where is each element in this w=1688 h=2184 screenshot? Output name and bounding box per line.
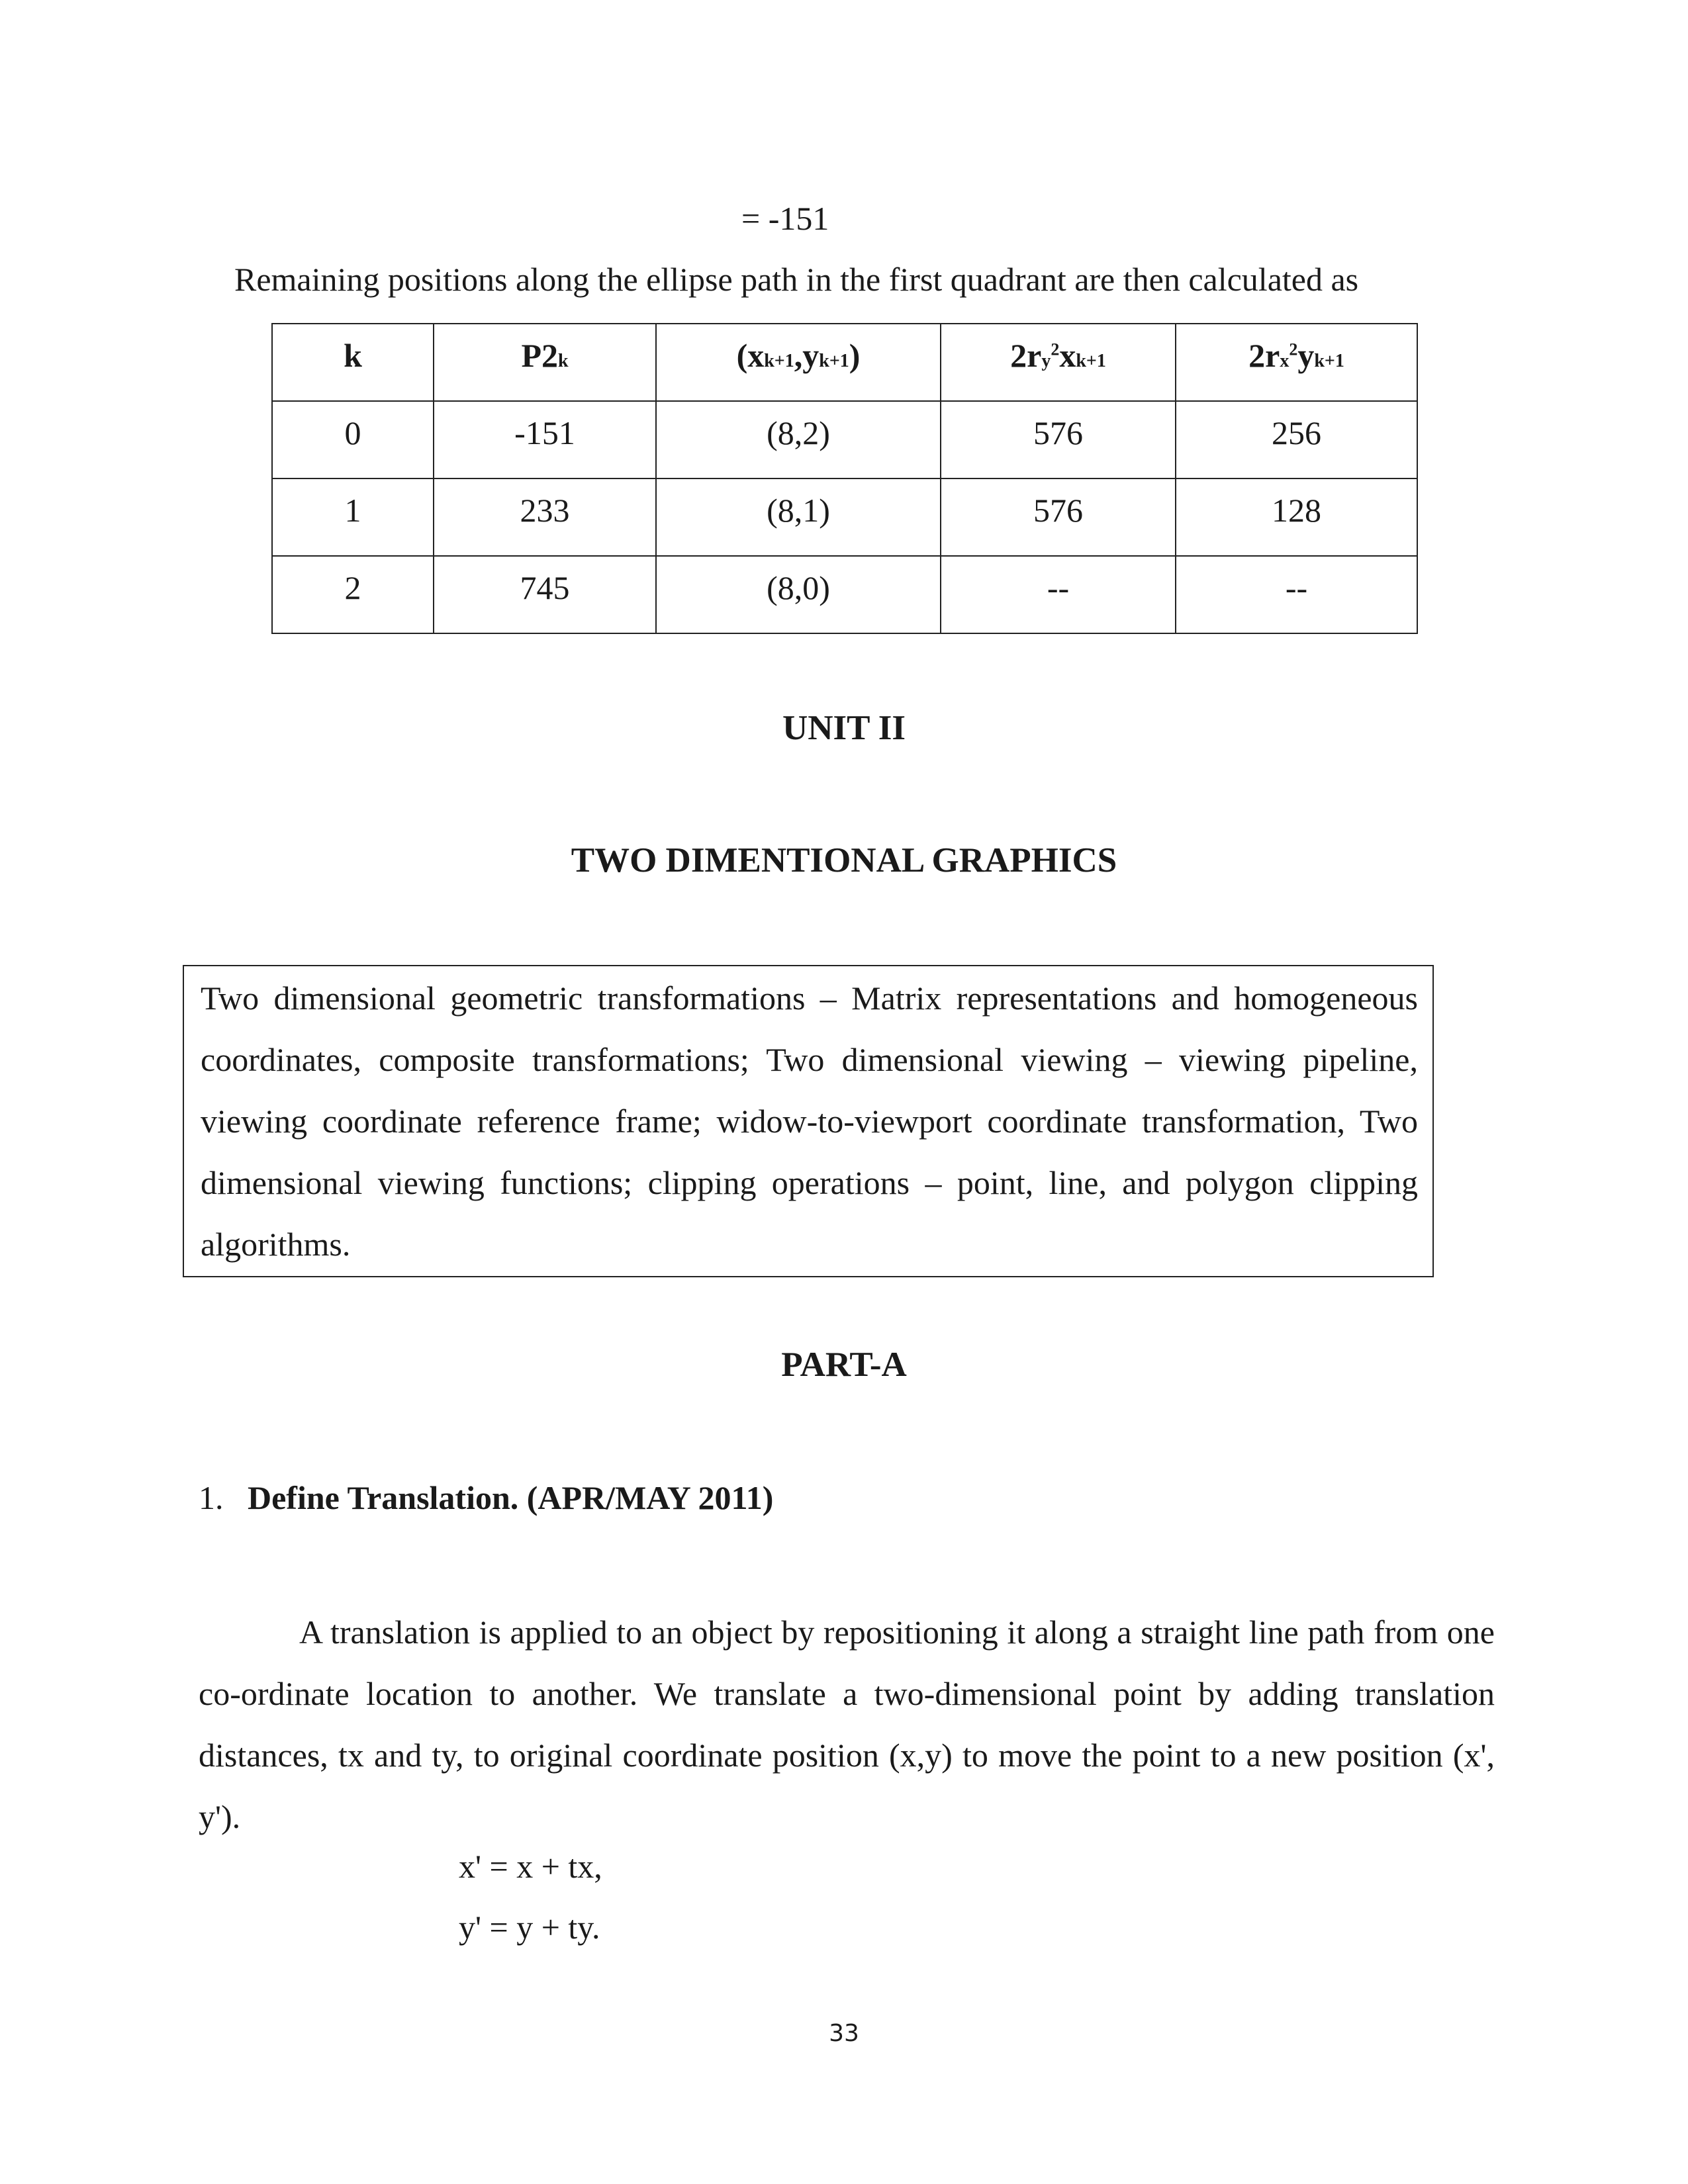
- header-k: k: [272, 324, 434, 401]
- table-cell: 256: [1176, 401, 1417, 478]
- table-cell: 128: [1176, 478, 1417, 556]
- table-cell: -151: [434, 401, 656, 478]
- table-row: [272, 401, 1417, 478]
- header-2ry2x: $2ry^2xk+1$: [941, 324, 1176, 401]
- formula-x: x' = x + tx,: [459, 1848, 602, 1885]
- table-cell: (8,1): [656, 478, 941, 556]
- top-equation: = -151: [741, 200, 829, 237]
- table-cell: 745: [434, 556, 656, 633]
- page-number: 33: [829, 2020, 859, 2047]
- question-number: 1.: [199, 1479, 224, 1516]
- table-cell: 576: [941, 401, 1176, 478]
- unit-heading: UNIT II: [782, 709, 906, 747]
- table-cell: (8,2): [656, 401, 941, 478]
- answer-paragraph: [199, 1602, 1495, 1848]
- header-p2k: P2k: [434, 324, 656, 401]
- table-cell: 2: [272, 556, 434, 633]
- table-row: [272, 556, 1417, 633]
- table-cell: (8,0): [656, 556, 941, 633]
- syllabus-box: [183, 965, 1434, 1277]
- table-header-row: [272, 324, 1417, 401]
- table-row: [272, 478, 1417, 556]
- header-xy: (xk+1,yk+1): [656, 324, 941, 401]
- answer-text: A translation is applied to an object by repositioning it along a straight line path from one co-ordinate location to another. We translate a two-dimensional point by adding translation distances, tx and ty, to original coordinate position (x,y) to move the point to a new position (x', y').: [199, 1614, 1495, 1835]
- table-cell: --: [941, 556, 1176, 633]
- part-heading: PART-A: [781, 1345, 907, 1384]
- ellipse-positions-table: [271, 323, 1418, 634]
- table-cell: 576: [941, 478, 1176, 556]
- formula-y: y' = y + ty.: [459, 1909, 600, 1946]
- question-text: Define Translation. (APR/MAY 2011): [248, 1479, 774, 1516]
- table-cell: 233: [434, 478, 656, 556]
- table-cell: 1: [272, 478, 434, 556]
- header-2rx2y: $2rx^2yk+1$: [1176, 324, 1417, 401]
- question-1: [199, 1478, 773, 1518]
- syllabus-text: Two dimensional geometric transformations – Matrix representations and homogeneous coordinates, composite transformations; Two dimensional viewing – viewing pipeline, viewing coordinate reference frame; widow-to-viewport coordinate transformation, Two dimensional viewing functions; clipping operations – point, line, and polygon clipping algorithms.: [201, 979, 1418, 1263]
- intro-text: Remaining positions along the ellipse path in the first quadrant are then calculated as: [234, 261, 1359, 298]
- section-title: TWO DIMENTIONAL GRAPHICS: [571, 841, 1117, 880]
- table-cell: 0: [272, 401, 434, 478]
- table-cell: --: [1176, 556, 1417, 633]
